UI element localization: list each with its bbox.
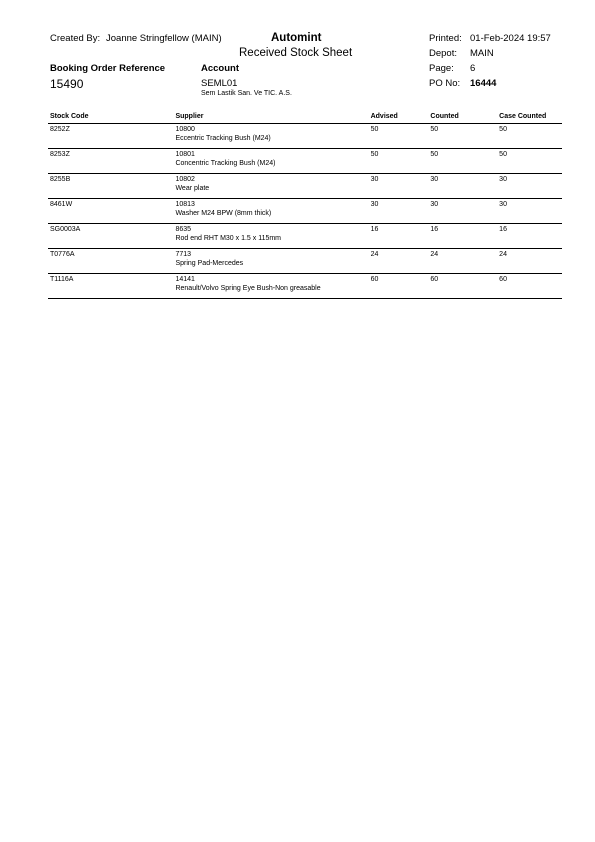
supplier-cell xyxy=(175,249,370,274)
counted-cell: 24 xyxy=(430,249,499,274)
item-description: Rod end RHT M30 x 1.5 x 115mm xyxy=(175,234,282,242)
advised-cell: 50 xyxy=(371,149,431,174)
table-header-row xyxy=(48,113,562,124)
table-row xyxy=(48,199,562,224)
counted-cell: 30 xyxy=(430,199,499,224)
booking-ref-value: 15490 xyxy=(50,77,84,91)
table-row xyxy=(48,124,562,149)
supplier-code: 10813 xyxy=(175,201,195,208)
supplier-code: 8635 xyxy=(175,226,192,233)
supplier-code: 10801 xyxy=(175,151,195,158)
page-value: 6 xyxy=(470,63,476,74)
supplier-cell xyxy=(175,174,370,199)
printed-label: Printed: xyxy=(429,33,462,44)
po-value: 16444 xyxy=(470,78,497,89)
item-description: Washer M24 BPW (8mm thick) xyxy=(175,209,272,217)
col-supplier: Supplier xyxy=(175,113,204,120)
received-stock-table xyxy=(48,113,562,299)
supplier-cell xyxy=(175,124,370,149)
printed-value: 01-Feb-2024 19:57 xyxy=(470,33,551,44)
item-description: Wear plate xyxy=(175,184,210,192)
case-counted-cell: 30 xyxy=(499,174,562,199)
stock-code-cell: 8255B xyxy=(48,174,175,199)
col-stock-code: Stock Code xyxy=(50,113,89,120)
case-counted-cell: 30 xyxy=(499,199,562,224)
supplier-code: 10802 xyxy=(175,176,195,183)
counted-cell: 50 xyxy=(430,149,499,174)
page-label: Page: xyxy=(429,63,454,74)
depot-value: MAIN xyxy=(470,48,494,59)
item-description: Eccentric Tracking Bush (M24) xyxy=(175,134,271,142)
depot-label: Depot: xyxy=(429,48,457,59)
counted-cell: 60 xyxy=(430,274,499,299)
item-description: Concentric Tracking Bush (M24) xyxy=(175,159,276,167)
account-code: SEML01 xyxy=(201,78,238,89)
supplier-code: 14141 xyxy=(175,276,195,283)
case-counted-cell: 24 xyxy=(499,249,562,274)
stock-code-cell: 8461W xyxy=(48,199,175,224)
supplier-code: 7713 xyxy=(175,251,192,258)
stock-code-cell: 8253Z xyxy=(48,149,175,174)
account-name: Sem Lastik San. Ve TIC. A.S. xyxy=(201,90,292,97)
case-counted-cell: 50 xyxy=(499,124,562,149)
supplier-cell xyxy=(175,274,370,299)
stock-code-cell: SG0003A xyxy=(48,224,175,249)
table-row xyxy=(48,149,562,174)
supplier-cell xyxy=(175,149,370,174)
col-counted: Counted xyxy=(430,113,459,120)
case-counted-cell: 60 xyxy=(499,274,562,299)
counted-cell: 16 xyxy=(430,224,499,249)
stock-code-cell: 8252Z xyxy=(48,124,175,149)
supplier-code: 10800 xyxy=(175,126,195,133)
supplier-cell xyxy=(175,199,370,224)
stock-code-cell: T0776A xyxy=(48,249,175,274)
booking-ref-label: Booking Order Reference xyxy=(50,63,166,74)
table-row xyxy=(48,274,562,299)
created-by-label: Created By: xyxy=(50,33,101,44)
counted-cell: 50 xyxy=(430,124,499,149)
stock-code-cell: T1116A xyxy=(48,274,175,299)
advised-cell: 60 xyxy=(371,274,431,299)
advised-cell: 16 xyxy=(371,224,431,249)
col-advised: Advised xyxy=(370,113,398,120)
account-label: Account xyxy=(201,63,239,74)
counted-cell: 30 xyxy=(430,174,499,199)
table-row xyxy=(48,224,562,249)
advised-cell: 24 xyxy=(371,249,431,274)
case-counted-cell: 50 xyxy=(499,149,562,174)
advised-cell: 30 xyxy=(371,199,431,224)
advised-cell: 30 xyxy=(371,174,431,199)
po-label: PO No: xyxy=(429,78,461,89)
supplier-cell xyxy=(175,224,370,249)
advised-cell: 50 xyxy=(371,124,431,149)
company-name: Automint xyxy=(271,32,322,44)
sheet-title: Received Stock Sheet xyxy=(239,47,353,59)
created-by-value: Joanne Stringfellow (MAIN) xyxy=(106,33,222,44)
table-row xyxy=(48,249,562,274)
table-row xyxy=(48,174,562,199)
item-description: Spring Pad-Mercedes xyxy=(175,259,244,267)
case-counted-cell: 16 xyxy=(499,224,562,249)
item-description: Renault/Volvo Spring Eye Bush-Non greasable xyxy=(175,284,321,292)
col-case-counted: Case Counted xyxy=(499,113,547,120)
